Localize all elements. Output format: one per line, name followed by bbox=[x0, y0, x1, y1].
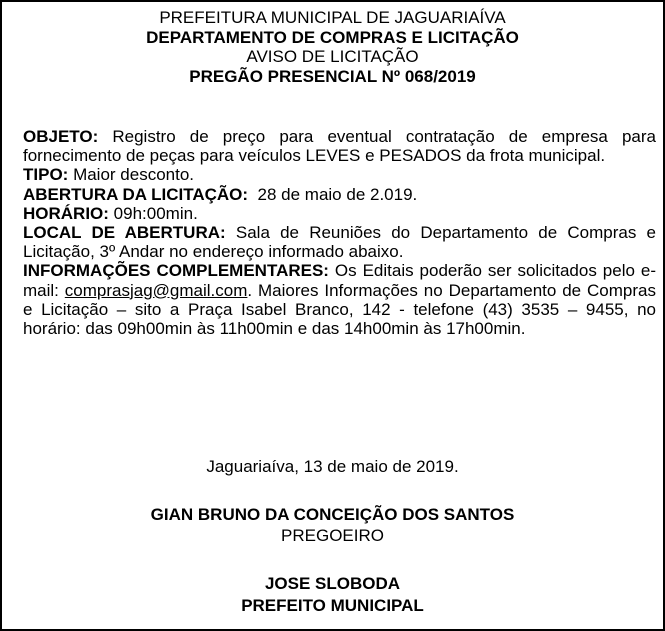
notice-header bbox=[2, 8, 663, 86]
informacoes-text-before: Os Editais poderão ser solicitados pelo e-mail: bbox=[23, 261, 656, 300]
date-line: Jaguariaíva, 13 de maio de 2019. bbox=[206, 457, 459, 476]
local-paragraph bbox=[23, 223, 656, 261]
horario-label: HORÁRIO: bbox=[23, 203, 109, 223]
tipo-paragraph bbox=[23, 165, 656, 184]
abertura-text: 28 de maio de 2.019. bbox=[248, 184, 418, 204]
mayor-title: PREFEITO MUNICIPAL bbox=[241, 596, 424, 615]
notice-type: AVISO DE LICITAÇÃO bbox=[246, 47, 419, 66]
tender-number: PREGÃO PRESENCIAL Nº 068/2019 bbox=[189, 66, 476, 86]
objeto-label: OBJETO: bbox=[23, 127, 99, 146]
mayor-name: JOSE SLOBODA bbox=[264, 574, 401, 593]
pregoeiro-name: GIAN BRUNO DA CONCEIÇÃO DOS SANTOS bbox=[150, 505, 515, 524]
informacoes-paragraph bbox=[23, 261, 656, 338]
notice-body bbox=[23, 127, 656, 338]
email-link[interactable]: comprasjag@gmail.com bbox=[64, 280, 248, 300]
pregoeiro-title: PREGOEIRO bbox=[281, 526, 384, 545]
objeto-paragraph bbox=[23, 127, 656, 165]
informacoes-label: INFORMAÇÕES COMPLEMENTARES: bbox=[23, 261, 329, 281]
horario-paragraph bbox=[23, 204, 656, 223]
department-title: DEPARTAMENTO DE COMPRAS E LICITAÇÃO bbox=[146, 27, 519, 47]
horario-text: 09h:00min. bbox=[108, 203, 198, 223]
abertura-paragraph bbox=[23, 185, 656, 204]
tipo-label: TIPO: bbox=[23, 165, 69, 185]
local-text: Sala de Reuniões do Departamento de Compras e Licitação, 3º Andar no endereço informado abaixo. bbox=[23, 223, 656, 262]
informacoes-text-after: . Maiores Informações no Departamento de Compras e Licitação – sito a Praça Isabel Branco, 142 - telefone (43) 3535 – 9455, no horário: das 09h00min às 11h00min e das 14h00min às 17h00min. bbox=[23, 280, 656, 339]
municipality-title: PREFEITURA MUNICIPAL DE JAGUARIAÍVA bbox=[159, 8, 506, 27]
abertura-label: ABERTURA DA LICITAÇÃO: bbox=[23, 184, 249, 204]
objeto-text: Registro de preço para eventual contratação de empresa para fornecimento de peças para veículos LEVES e PESADOS da frota municipal. bbox=[23, 127, 656, 166]
local-label: LOCAL DE ABERTURA: bbox=[23, 223, 226, 243]
tipo-text: Maior desconto. bbox=[68, 165, 195, 185]
